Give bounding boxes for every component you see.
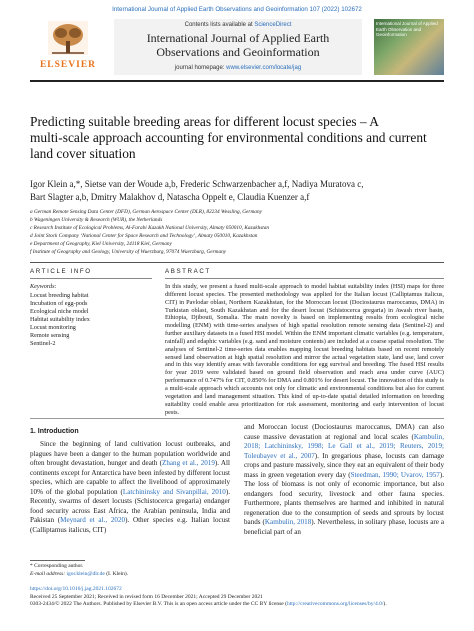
intro-text: Since the beginning of land cultivation locust outbreaks, and plagues have been a danger to the human population worldwide and often brought devastation, hunger and death ( bbox=[30, 440, 230, 468]
intro-right-column bbox=[244, 423, 444, 538]
abstract-bottom-divider bbox=[30, 418, 444, 419]
homepage-line bbox=[114, 65, 362, 71]
license-prefix: 0303-2434/© 2022 The Authors. Published by Elsevier B.V. This is an open access article under the CC BY license ( bbox=[30, 601, 287, 608]
intro-text: ). The loss of biomass is not only of economic importance, but also endangers food security, livestock and other fauna species. Furthermore, plants themselves are harmed and inhibited in natural regeneration due to the consumption of seeds and sprouts by locust bands ( bbox=[244, 470, 444, 527]
journal-masthead bbox=[30, 19, 444, 75]
article-footer bbox=[30, 586, 444, 609]
affiliation-item: c Research Institute of Ecological Problems, Al-Farabi Kazakh National University, Almaty 050010, Kazakhstan bbox=[30, 225, 270, 232]
received-dates: Received 25 September 2021; Received in revised form 16 December 2021; Accepted 29 December 2021 bbox=[30, 593, 263, 600]
contents-line bbox=[114, 22, 362, 28]
corresponding-author-note: * Corresponding author. bbox=[30, 563, 84, 569]
abstract-heading: ABSTRACT bbox=[165, 268, 211, 275]
keywords-label: Keywords: bbox=[30, 283, 57, 290]
affiliations-divider bbox=[30, 262, 444, 263]
authors-line-1[interactable]: Igor Klein a,*, Sietse van der Woude a,b, Frederic Schwarzenbacher a,f, Nadiya Muratova c, bbox=[30, 179, 364, 189]
elsevier-logo[interactable] bbox=[30, 19, 106, 75]
affiliation-item: a German Remote Sensing Data Center (DFD), German Aerospace Center (DLR), 82234 Wessling, Germany bbox=[30, 209, 262, 215]
paper-title-line-3: land cover situation bbox=[30, 146, 136, 161]
section-heading-introduction: 1. Introduction bbox=[30, 428, 79, 435]
contents-prefix: Contents lists available at bbox=[184, 22, 253, 28]
license-suffix: ). bbox=[383, 601, 387, 608]
affiliation-item: b Wageningen University & Research (WUR), the Netherlands bbox=[30, 217, 163, 224]
affiliation-item: f Institute of Geography and Geology, University of Wuerzburg, 97074 Wuerzburg, Germany bbox=[30, 249, 227, 256]
journal-title[interactable] bbox=[114, 32, 362, 59]
intro-text: and Moroccan locust (Dociostaurus maroccanus, DMA) can also cause massive devastation at regional and local scales ( bbox=[244, 423, 444, 441]
affiliations bbox=[30, 208, 444, 257]
article-info-divider bbox=[30, 278, 152, 279]
email-label: E-mail address: bbox=[30, 570, 66, 577]
citation-link[interactable]: Zhang et al., 2019 bbox=[162, 459, 215, 468]
abstract-text: In this study, we present a fused multi-scale approach to model habitat suitability index (HSI) maps for three different locust species. The presented methodology was applied for the Italian locust (Calliptamus italicus, CIT) in Pavlodar oblast, Northern Kazakhstan, for the Moroccan locust (Dociostaurus maroccanus, DMA) in Turkistan oblast, South Kazakhstan and for the desert locust (Schistocerca gregaria) in Awash river basin, Ethiopia, Djibouti, Somalia. The main novelty is based on implementing results from ecological niche modelling (ENM) with time-series analyses of high spatial resolution remote sensing data (Sentinel-2) and further auxiliary datasets in a fused HSI model. Within the ENM important climatic variables (e.g. temperature, rainfall) and edaphic variables (e.g. sand and moisture contents) are included at a coarse spatial resolution. The analyses of Sentinel-2 time-series data enables mapping locust breeding habitats based on recent remotely sensed land observation at high spatial resolution and mirror the actual vegetation state, land use, land cover and in this way identify areas with favorable conditions for egg survival and breeding. The fused HSI results for year 2019 were validated based on ground field observation and reach area under curve (AUC) performance of 0.747% for CIT, 0.850% for DMA and 0.801% for desert locust. The innovation of this study is a multi-scale approach which accounts not only for climatic and environmental conditions but also for current vegetation and land management situation. This kind of up-to-date spatial detailed information on breeding suitability could enable area prioritization for risk assessment, monitoring and early intervention of locust pests. bbox=[165, 283, 444, 416]
doi-link[interactable]: https://doi.org/10.1016/j.jag.2021.102672 bbox=[30, 586, 122, 592]
email-line bbox=[30, 571, 230, 579]
keyword-item: Locust breeding habitat bbox=[30, 292, 89, 299]
intro-text: ). Recently, swarms of desert locusts (Schistocerca gregaria) endanger food security across East Africa, the Arabian peninsula, India and Pakistan ( bbox=[30, 487, 230, 525]
citation-link[interactable]: Kambulin, 2018 bbox=[264, 518, 312, 527]
citation-link[interactable]: Kambulin, 2018; Latchininsky, 1998; Le Gall et al., 2019; Reuters, 2019; Toleubayev et al., 2007 bbox=[244, 432, 444, 460]
authors-line-2[interactable]: Bart Slagter a,b, Dmitry Malakhov d, Natascha Oppelt e, Claudia Kuenzer a,f bbox=[30, 192, 310, 202]
email-suffix: (I. Klein). bbox=[106, 570, 129, 577]
journal-header bbox=[114, 19, 362, 75]
tree-icon bbox=[48, 21, 88, 55]
paper-title-line-2: multi-scale approach accounting for environmental conditions and current bbox=[30, 130, 427, 145]
affiliation-item: e Department of Geography, Kiel University, 24118 Kiel, Germany bbox=[30, 241, 172, 248]
license-link[interactable]: http://creativecommons.org/licenses/by/4.0/ bbox=[286, 601, 384, 608]
keyword-item: Incubation of egg-pods bbox=[30, 300, 88, 307]
affiliation-item: d Joint Stock Company ‘National Center for Space Research and Technology’, Almaty 050010, Kazakhstan bbox=[30, 233, 258, 240]
article-info-heading: ARTICLE INFO bbox=[30, 268, 92, 275]
footnotes bbox=[30, 563, 230, 578]
sciencedirect-link[interactable]: ScienceDirect bbox=[254, 22, 292, 28]
intro-text: ). All continents except for Antarctica have been infested by different locust species, which are capable to affect the livelihood of approximately 10% of the global population ( bbox=[30, 459, 230, 496]
abstract-divider bbox=[165, 278, 444, 279]
journal-title-line-2: Observations and Geoinformation bbox=[156, 44, 320, 59]
keywords-list bbox=[30, 292, 152, 348]
citation-link[interactable]: Meynard et al., 2020 bbox=[60, 516, 126, 525]
intro-text: ). Other species e.g. Italian locust (Calliptamus italicus, CIT) bbox=[30, 516, 230, 534]
intro-left-column bbox=[30, 440, 230, 535]
publisher-name: ELSEVIER bbox=[39, 60, 97, 70]
author-list bbox=[30, 178, 444, 204]
intro-text: ). In gregarious phase, locusts can damage crops and pasture massively, since they eat an equivalent of their body mass in green vegetation every day ( bbox=[244, 451, 444, 479]
keyword-item: Habitat suitability index bbox=[30, 316, 90, 323]
license-line bbox=[30, 601, 444, 609]
homepage-prefix: journal homepage: bbox=[174, 65, 225, 71]
keyword-item: Ecological niche model bbox=[30, 308, 89, 315]
header-divider bbox=[30, 80, 444, 82]
homepage-link[interactable]: www.elsevier.com/locate/jag bbox=[226, 65, 302, 71]
keyword-item: Remote sensing bbox=[30, 332, 70, 339]
journal-title-line-1: International Journal of Applied Earth bbox=[146, 31, 330, 45]
keyword-item: Sentinel-2 bbox=[30, 340, 56, 347]
keyword-item: Locust monitoring bbox=[30, 324, 76, 331]
journal-reference[interactable]: International Journal of Applied Earth Observations and Geoinformation 107 (2022) 102672 bbox=[112, 6, 362, 13]
intro-text: ). Nevertheless, in solitary phase, locusts are a beneficial part of an bbox=[244, 518, 444, 537]
paper-title-line-1: Predicting suitable breeding areas for different locust species – A bbox=[30, 114, 379, 129]
citation-link[interactable]: Steedman, 1990; Uvarov, 1957 bbox=[350, 470, 440, 479]
citation-link[interactable]: Latchininsky and Sivanpillai, 2010 bbox=[122, 487, 226, 496]
email-link[interactable]: igor.klein@dlr.de bbox=[66, 570, 105, 577]
paper-title bbox=[30, 114, 444, 162]
footnote-divider bbox=[30, 560, 85, 561]
cover-title: International Journal of Applied Earth Observation and Geoinformation bbox=[376, 21, 438, 37]
